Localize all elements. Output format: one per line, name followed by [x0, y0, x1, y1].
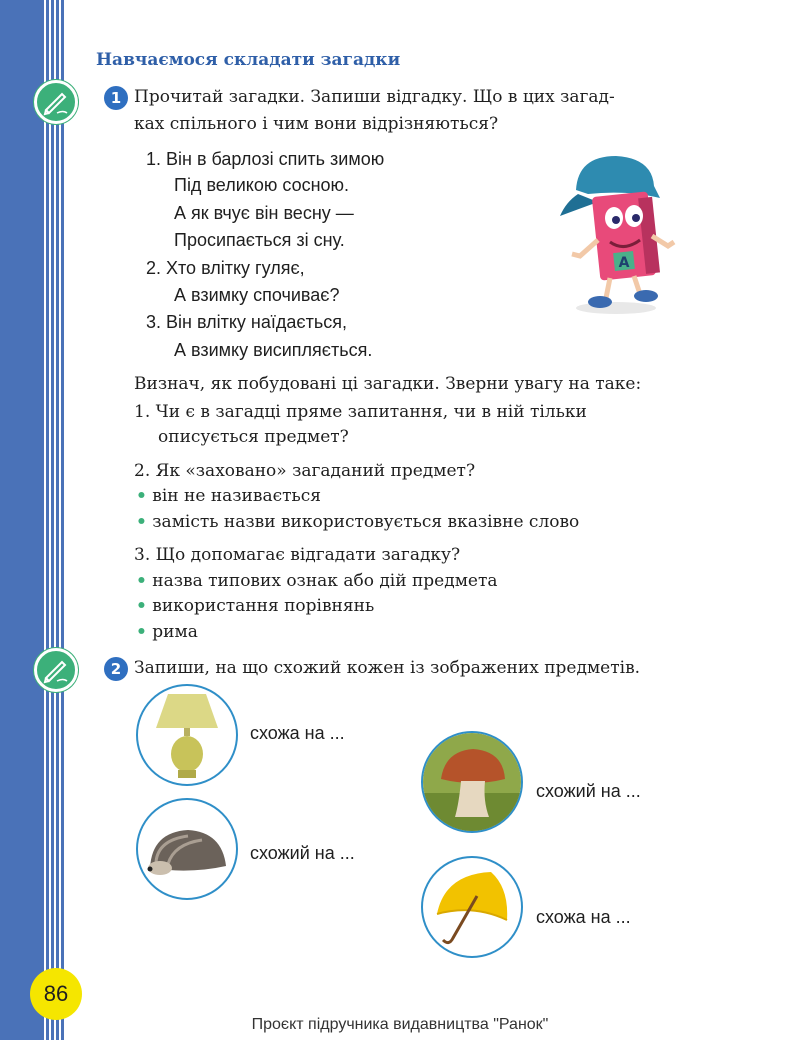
question-2: 2. Як «заховано» загаданий предмет?: [134, 461, 476, 481]
page-title: Навчаємося складати загадки: [96, 50, 401, 70]
riddle-line: А взимку спочиває?: [174, 285, 340, 305]
task2-text: Запиши, на що схожий кожен із зображених предметів.: [134, 658, 641, 678]
hedgehog-caption: схожий на ...: [250, 843, 355, 863]
riddle-line: 3. Він влітку наїдається,: [146, 312, 347, 332]
riddle-line: 2. Хто влітку гуляє,: [146, 258, 305, 278]
page-number: 86: [30, 968, 82, 1020]
list-item: • рима: [136, 622, 198, 642]
list-item: • назва типових ознак або дій предмета: [136, 571, 498, 591]
pencil-icon: [34, 648, 78, 692]
task-number-badge: 2: [104, 657, 128, 681]
task-number-badge: 1: [104, 86, 128, 110]
riddle-line: А взимку висипляється.: [174, 340, 373, 360]
bullet-icon: •: [136, 596, 147, 616]
lamp-image: [136, 684, 238, 786]
umbrella-image: [421, 856, 523, 958]
bullet-icon: •: [136, 512, 147, 532]
riddle-line: Під великою сосною.: [174, 175, 350, 195]
mushroom-image: [421, 731, 523, 833]
mascot-letter: А: [618, 255, 630, 271]
footer-text: Проєкт підручника видавництва "Ранок": [251, 1016, 549, 1033]
hedgehog-image: [136, 798, 238, 900]
left-sidebar: [0, 0, 64, 1040]
riddle-line: Просипається зі сну.: [174, 230, 345, 250]
task1-text-line2: ках спільного і чим вони відрізняються?: [134, 114, 499, 134]
lamp-caption: схожа на ...: [250, 723, 345, 743]
list-item: • замість назви використовується вказівне слово: [136, 512, 580, 532]
question-1-line2: описується предмет?: [158, 427, 349, 447]
list-item: • використання порівнянь: [136, 596, 375, 616]
bullet-icon: •: [136, 571, 147, 591]
task1-intro: Визнач, як побудовані ці загадки. Зверни увагу на таке:: [134, 374, 642, 394]
umbrella-caption: схожа на ...: [536, 907, 631, 927]
riddle-line: 1. Він в барлозі спить зимою: [146, 149, 385, 169]
mushroom-caption: схожий на ...: [536, 781, 641, 801]
riddle-line: А як вчує він весну —: [174, 203, 354, 223]
list-item: • він не називається: [136, 486, 322, 506]
bullet-icon: •: [136, 622, 147, 642]
task1-text-line1: Прочитай загадки. Запиши відгадку. Що в цих загад-: [134, 87, 615, 107]
pencil-icon: [34, 80, 78, 124]
question-1-line1: 1. Чи є в загадці пряме запитання, чи в ній тільки: [134, 402, 587, 422]
question-3: 3. Що допомагає відгадати загадку?: [134, 545, 461, 565]
bullet-icon: •: [136, 486, 147, 506]
mascot-book-illustration: [558, 150, 678, 315]
